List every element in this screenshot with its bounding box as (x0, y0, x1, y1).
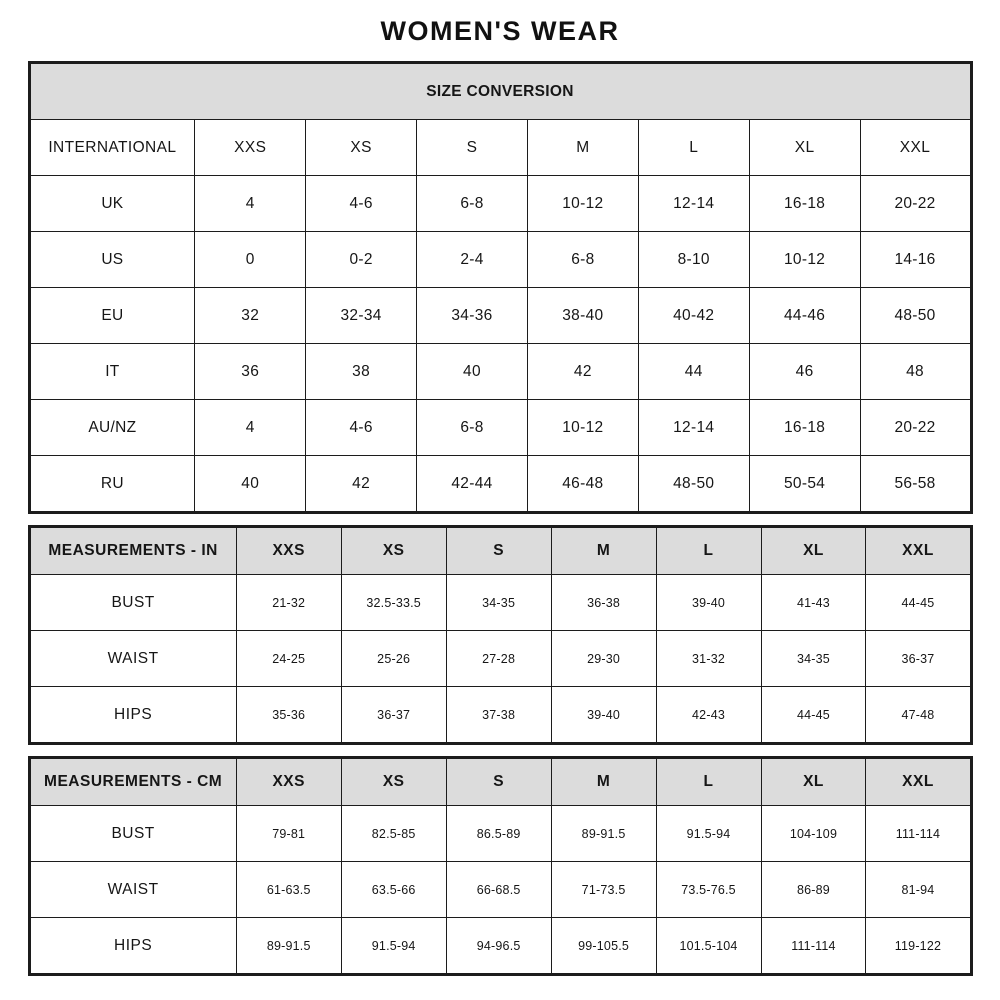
table-row (29, 687, 971, 744)
table-row (29, 344, 971, 400)
table-row (29, 806, 971, 862)
table-cell: 20-22 (860, 400, 971, 456)
table-cell: 32.5-33.5 (341, 575, 446, 631)
table-row (29, 176, 971, 232)
size-conversion-table (28, 61, 973, 514)
table-cell: 10-12 (749, 232, 860, 288)
table-cell: 40-42 (638, 288, 749, 344)
table-cell: 27-28 (446, 631, 551, 687)
table-cell: 35-36 (236, 687, 341, 744)
table-cell: 4-6 (306, 176, 417, 232)
table-cell: 40 (195, 456, 306, 513)
table-cell: 24-25 (236, 631, 341, 687)
row-label: IT (29, 344, 195, 400)
column-header: XS (306, 120, 417, 176)
table-cell: 16-18 (749, 400, 860, 456)
table-cell: 47-48 (866, 687, 971, 744)
row-label: BUST (29, 575, 236, 631)
table-cell: 86.5-89 (446, 806, 551, 862)
table-cell: 8-10 (638, 232, 749, 288)
table-cell: 41-43 (761, 575, 866, 631)
table-cell: 101.5-104 (656, 918, 761, 975)
row-label: WAIST (29, 631, 236, 687)
table-cell: 4 (195, 176, 306, 232)
measurements-in-table (28, 525, 973, 745)
table-cell: 42 (306, 456, 417, 513)
table-cell: 44-45 (761, 687, 866, 744)
column-header: XL (761, 527, 866, 575)
column-header: L (656, 758, 761, 806)
table-cell: 91.5-94 (656, 806, 761, 862)
table-cell: 104-109 (761, 806, 866, 862)
table-cell: 89-91.5 (236, 918, 341, 975)
table-cell: 29-30 (551, 631, 656, 687)
table-cell: 20-22 (860, 176, 971, 232)
table-cell: 2-4 (417, 232, 528, 288)
table-cell: 38 (306, 344, 417, 400)
table-cell: 99-105.5 (551, 918, 656, 975)
table-cell: 36-37 (866, 631, 971, 687)
table-cell: 39-40 (656, 575, 761, 631)
row-label: HIPS (29, 687, 236, 744)
header-row (29, 758, 971, 806)
row-label: AU/NZ (29, 400, 195, 456)
table-row (29, 288, 971, 344)
column-header: XS (341, 527, 446, 575)
table-cell: 63.5-66 (341, 862, 446, 918)
table-cell: 14-16 (860, 232, 971, 288)
row-label: HIPS (29, 918, 236, 975)
table-row (29, 862, 971, 918)
column-header: L (656, 527, 761, 575)
table-cell: 46 (749, 344, 860, 400)
table-cell: 36-37 (341, 687, 446, 744)
table-row (29, 400, 971, 456)
table-cell: 34-36 (417, 288, 528, 344)
header-row (29, 120, 971, 176)
column-header: M (551, 527, 656, 575)
row-label: UK (29, 176, 195, 232)
column-header: S (446, 527, 551, 575)
table-cell: 48 (860, 344, 971, 400)
column-header: INTERNATIONAL (29, 120, 195, 176)
table-cell: 91.5-94 (341, 918, 446, 975)
table-cell: 44 (638, 344, 749, 400)
size-chart-page (28, 0, 973, 976)
table-cell: 50-54 (749, 456, 860, 513)
table-cell: 37-38 (446, 687, 551, 744)
column-header: XXS (236, 758, 341, 806)
table-row (29, 918, 971, 975)
table-cell: 16-18 (749, 176, 860, 232)
table-cell: 61-63.5 (236, 862, 341, 918)
column-header: XXL (860, 120, 971, 176)
column-header: XS (341, 758, 446, 806)
page-title: WOMEN'S WEAR (380, 16, 620, 46)
table-cell: 40 (417, 344, 528, 400)
row-label: WAIST (29, 862, 236, 918)
row-label: RU (29, 456, 195, 513)
table-cell: 94-96.5 (446, 918, 551, 975)
table-cell: 6-8 (417, 400, 528, 456)
table-cell: 86-89 (761, 862, 866, 918)
column-header: XL (749, 120, 860, 176)
column-header: MEASUREMENTS - CM (29, 758, 236, 806)
table-cell: 44-46 (749, 288, 860, 344)
table-cell: 48-50 (638, 456, 749, 513)
table-cell: 89-91.5 (551, 806, 656, 862)
table-cell: 39-40 (551, 687, 656, 744)
column-header: XL (761, 758, 866, 806)
table-cell: 34-35 (761, 631, 866, 687)
table-cell: 0-2 (306, 232, 417, 288)
table-row (29, 232, 971, 288)
table-cell: 10-12 (527, 400, 638, 456)
table-cell: 82.5-85 (341, 806, 446, 862)
banner-row (29, 63, 971, 120)
table-cell: 81-94 (866, 862, 971, 918)
table-banner: SIZE CONVERSION (29, 63, 971, 120)
table-cell: 0 (195, 232, 306, 288)
table-cell: 36 (195, 344, 306, 400)
row-label: US (29, 232, 195, 288)
table-cell: 4 (195, 400, 306, 456)
table-cell: 32-34 (306, 288, 417, 344)
table-cell: 12-14 (638, 176, 749, 232)
table-cell: 44-45 (866, 575, 971, 631)
header-row (29, 527, 971, 575)
measurements-cm-table (28, 756, 973, 976)
column-header: S (417, 120, 528, 176)
table-cell: 4-6 (306, 400, 417, 456)
table-cell: 46-48 (527, 456, 638, 513)
table-cell: 79-81 (236, 806, 341, 862)
table-row (29, 456, 971, 513)
table-cell: 25-26 (341, 631, 446, 687)
table-cell: 48-50 (860, 288, 971, 344)
table-row (29, 631, 971, 687)
table-cell: 56-58 (860, 456, 971, 513)
table-cell: 21-32 (236, 575, 341, 631)
column-header: M (527, 120, 638, 176)
column-header: S (446, 758, 551, 806)
table-cell: 111-114 (761, 918, 866, 975)
column-header: XXS (195, 120, 306, 176)
column-header: MEASUREMENTS - IN (29, 527, 236, 575)
table-cell: 32 (195, 288, 306, 344)
table-cell: 34-35 (446, 575, 551, 631)
table-cell: 12-14 (638, 400, 749, 456)
column-header: M (551, 758, 656, 806)
table-cell: 36-38 (551, 575, 656, 631)
column-header: L (638, 120, 749, 176)
table-cell: 42-43 (656, 687, 761, 744)
table-cell: 73.5-76.5 (656, 862, 761, 918)
row-label: BUST (29, 806, 236, 862)
table-cell: 10-12 (527, 176, 638, 232)
row-label: EU (29, 288, 195, 344)
table-cell: 6-8 (527, 232, 638, 288)
column-header: XXS (236, 527, 341, 575)
column-header: XXL (866, 527, 971, 575)
table-cell: 31-32 (656, 631, 761, 687)
table-cell: 42-44 (417, 456, 528, 513)
table-cell: 38-40 (527, 288, 638, 344)
table-cell: 119-122 (866, 918, 971, 975)
table-cell: 71-73.5 (551, 862, 656, 918)
column-header: XXL (866, 758, 971, 806)
table-cell: 66-68.5 (446, 862, 551, 918)
table-cell: 111-114 (866, 806, 971, 862)
table-row (29, 575, 971, 631)
table-cell: 42 (527, 344, 638, 400)
table-cell: 6-8 (417, 176, 528, 232)
